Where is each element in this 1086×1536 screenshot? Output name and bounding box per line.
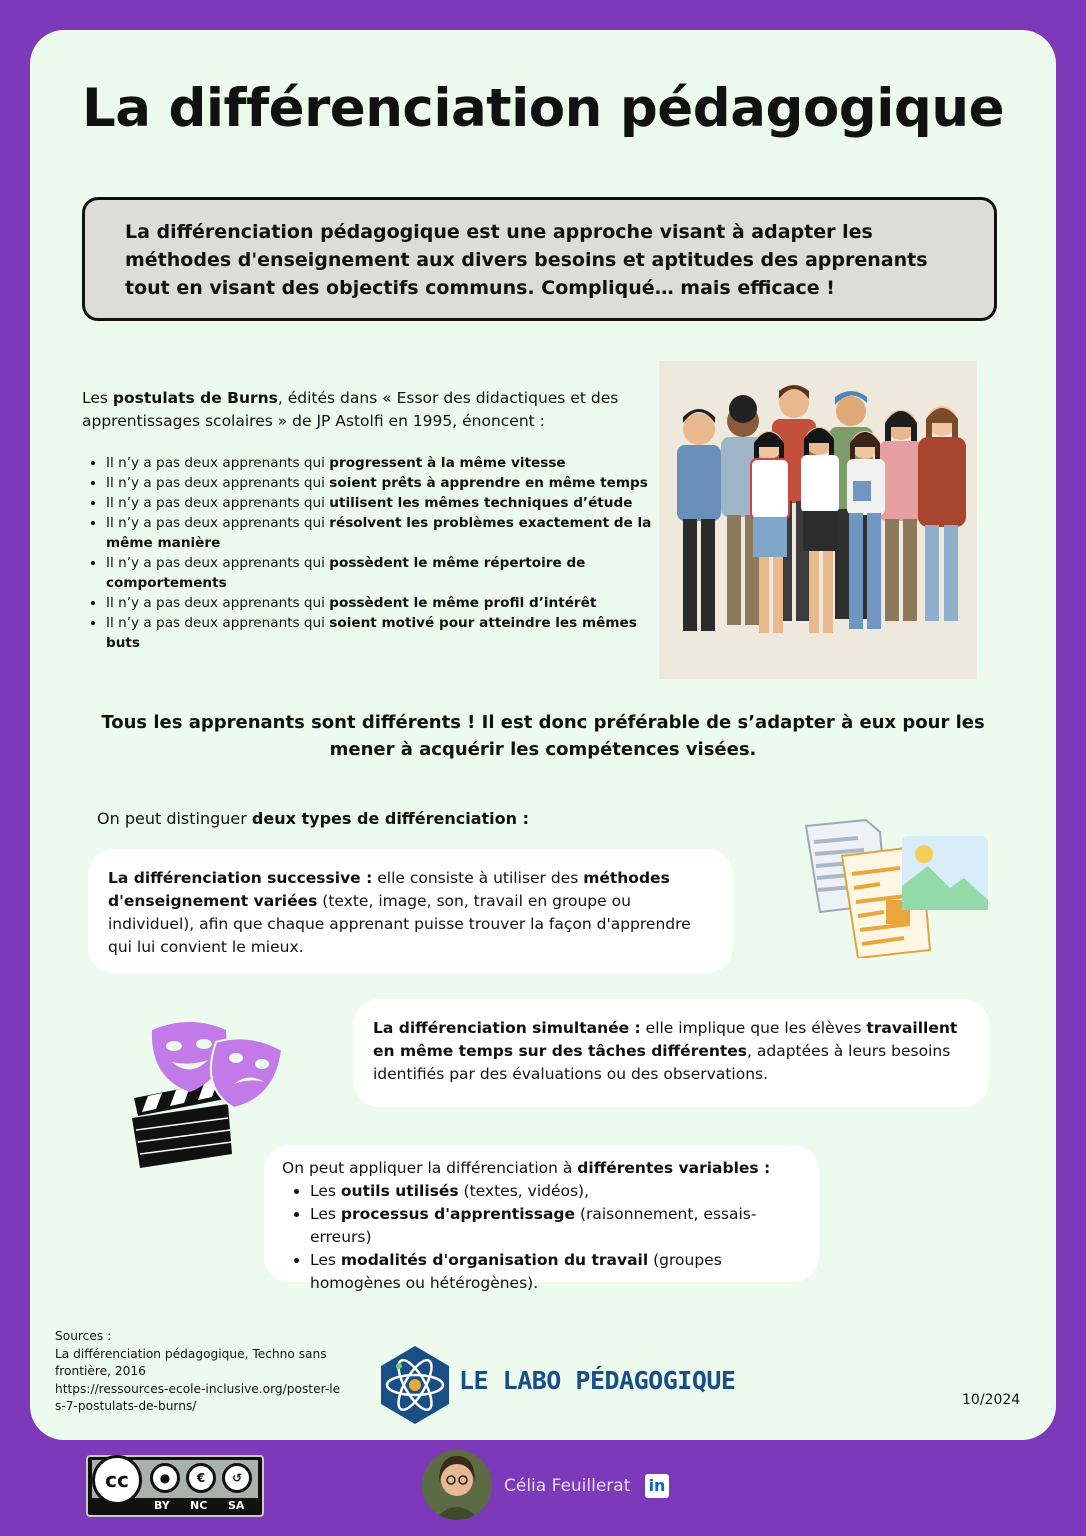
list-item: • Les processus d'apprentissage (raisonnement, essais-erreurs): [310, 1203, 801, 1249]
cc-icon: cc: [92, 1455, 142, 1505]
list-item: • Il n’y a pas deux apprenants qui soient prêts à apprendre en même temps: [106, 473, 666, 493]
sources-label: Sources :: [55, 1329, 112, 1343]
nc-icon: €: [186, 1463, 216, 1493]
list-item: • Les modalités d'organisation du travail (groupes homogènes ou hétérogènes).: [310, 1249, 801, 1295]
students-illustration: [659, 361, 977, 679]
sources-ref: La différenciation pédagogique, Techno sans frontière, 2016: [55, 1346, 327, 1378]
avatar: [422, 1450, 492, 1520]
sources: [55, 1328, 345, 1416]
brand-name: LE LABO PÉDAGOGIQUE: [459, 1366, 736, 1395]
conclusion: Tous les apprenants sont différents ! Il est donc préférable de s’adapter à eux pour les mener à acquérir les compétences visées.: [101, 712, 985, 760]
list-item: • Il n’y a pas deux apprenants qui soient motivé pour atteindre les mêmes buts: [106, 613, 666, 653]
theater-masks-icon: [128, 1012, 288, 1172]
list-item: • Il n’y a pas deux apprenants qui possèdent le même répertoire de comportements: [106, 553, 666, 593]
sa-icon: ↺: [222, 1463, 252, 1493]
list-item: • Il n’y a pas deux apprenants qui résolvent les problèmes exactement de la même manière: [106, 513, 666, 553]
list-item: • Il n’y a pas deux apprenants qui possèdent le même profil d’intérêt: [106, 593, 666, 613]
list-item: • Les outils utilisés (textes, vidéos),: [310, 1180, 801, 1203]
successive-box: La différenciation successive : elle consiste à utiliser des méthodes d'enseignement variées (texte, image, son, travail en groupe ou individuel), afin que chaque apprenant puisse trouver la façon d'apprendre qui lui convient le mieux.: [88, 849, 733, 973]
sources-url[interactable]: https://ressources-ecole-inclusive.org/poster-les-7-postulats-de-burns/: [55, 1381, 341, 1413]
list-item: • Il n’y a pas deux apprenants qui progressent à la même vitesse: [106, 453, 666, 473]
simultanee-box: La différenciation simultanée : elle implique que les élèves travaillent en même temps sur des tâches différentes, adaptées à leurs besoins identifiés par des évaluations ou des observations.: [353, 999, 989, 1107]
variables-box: [264, 1145, 819, 1292]
variables-list: [282, 1180, 801, 1295]
cc-license-badge[interactable]: [86, 1455, 264, 1517]
date: 10/2024: [962, 1392, 1021, 1408]
sa-label: SA: [228, 1499, 245, 1512]
burns-intro: Les postulats de Burns, édités dans « Essor des didactiques et des apprentissages scolaires » de JP Astolfi en 1995, énoncent :: [82, 389, 619, 430]
page-title: La différenciation pédagogique: [81, 78, 1005, 139]
by-label: BY: [154, 1499, 170, 1512]
author-name: Célia Feuillerat: [504, 1476, 631, 1496]
documents-icon: [800, 816, 990, 958]
by-icon: ●: [150, 1463, 180, 1493]
nc-label: NC: [190, 1499, 208, 1512]
atom-icon: [377, 1344, 453, 1426]
variables-intro: On peut appliquer la différenciation à différentes variables :: [282, 1159, 771, 1177]
intro-box: La différenciation pédagogique est une approche visant à adapter les méthodes d'enseignement aux divers besoins et aptitudes des apprenants tout en visant des objectifs communs. Compliqué… mais efficace !: [82, 197, 997, 321]
student-figures: [677, 385, 966, 633]
linkedin-icon[interactable]: in: [645, 1474, 669, 1498]
burns-list: [82, 453, 666, 653]
list-item: • Il n’y a pas deux apprenants qui utilisent les mêmes techniques d’étude: [106, 493, 666, 513]
types-intro: On peut distinguer deux types de différenciation :: [97, 809, 529, 828]
